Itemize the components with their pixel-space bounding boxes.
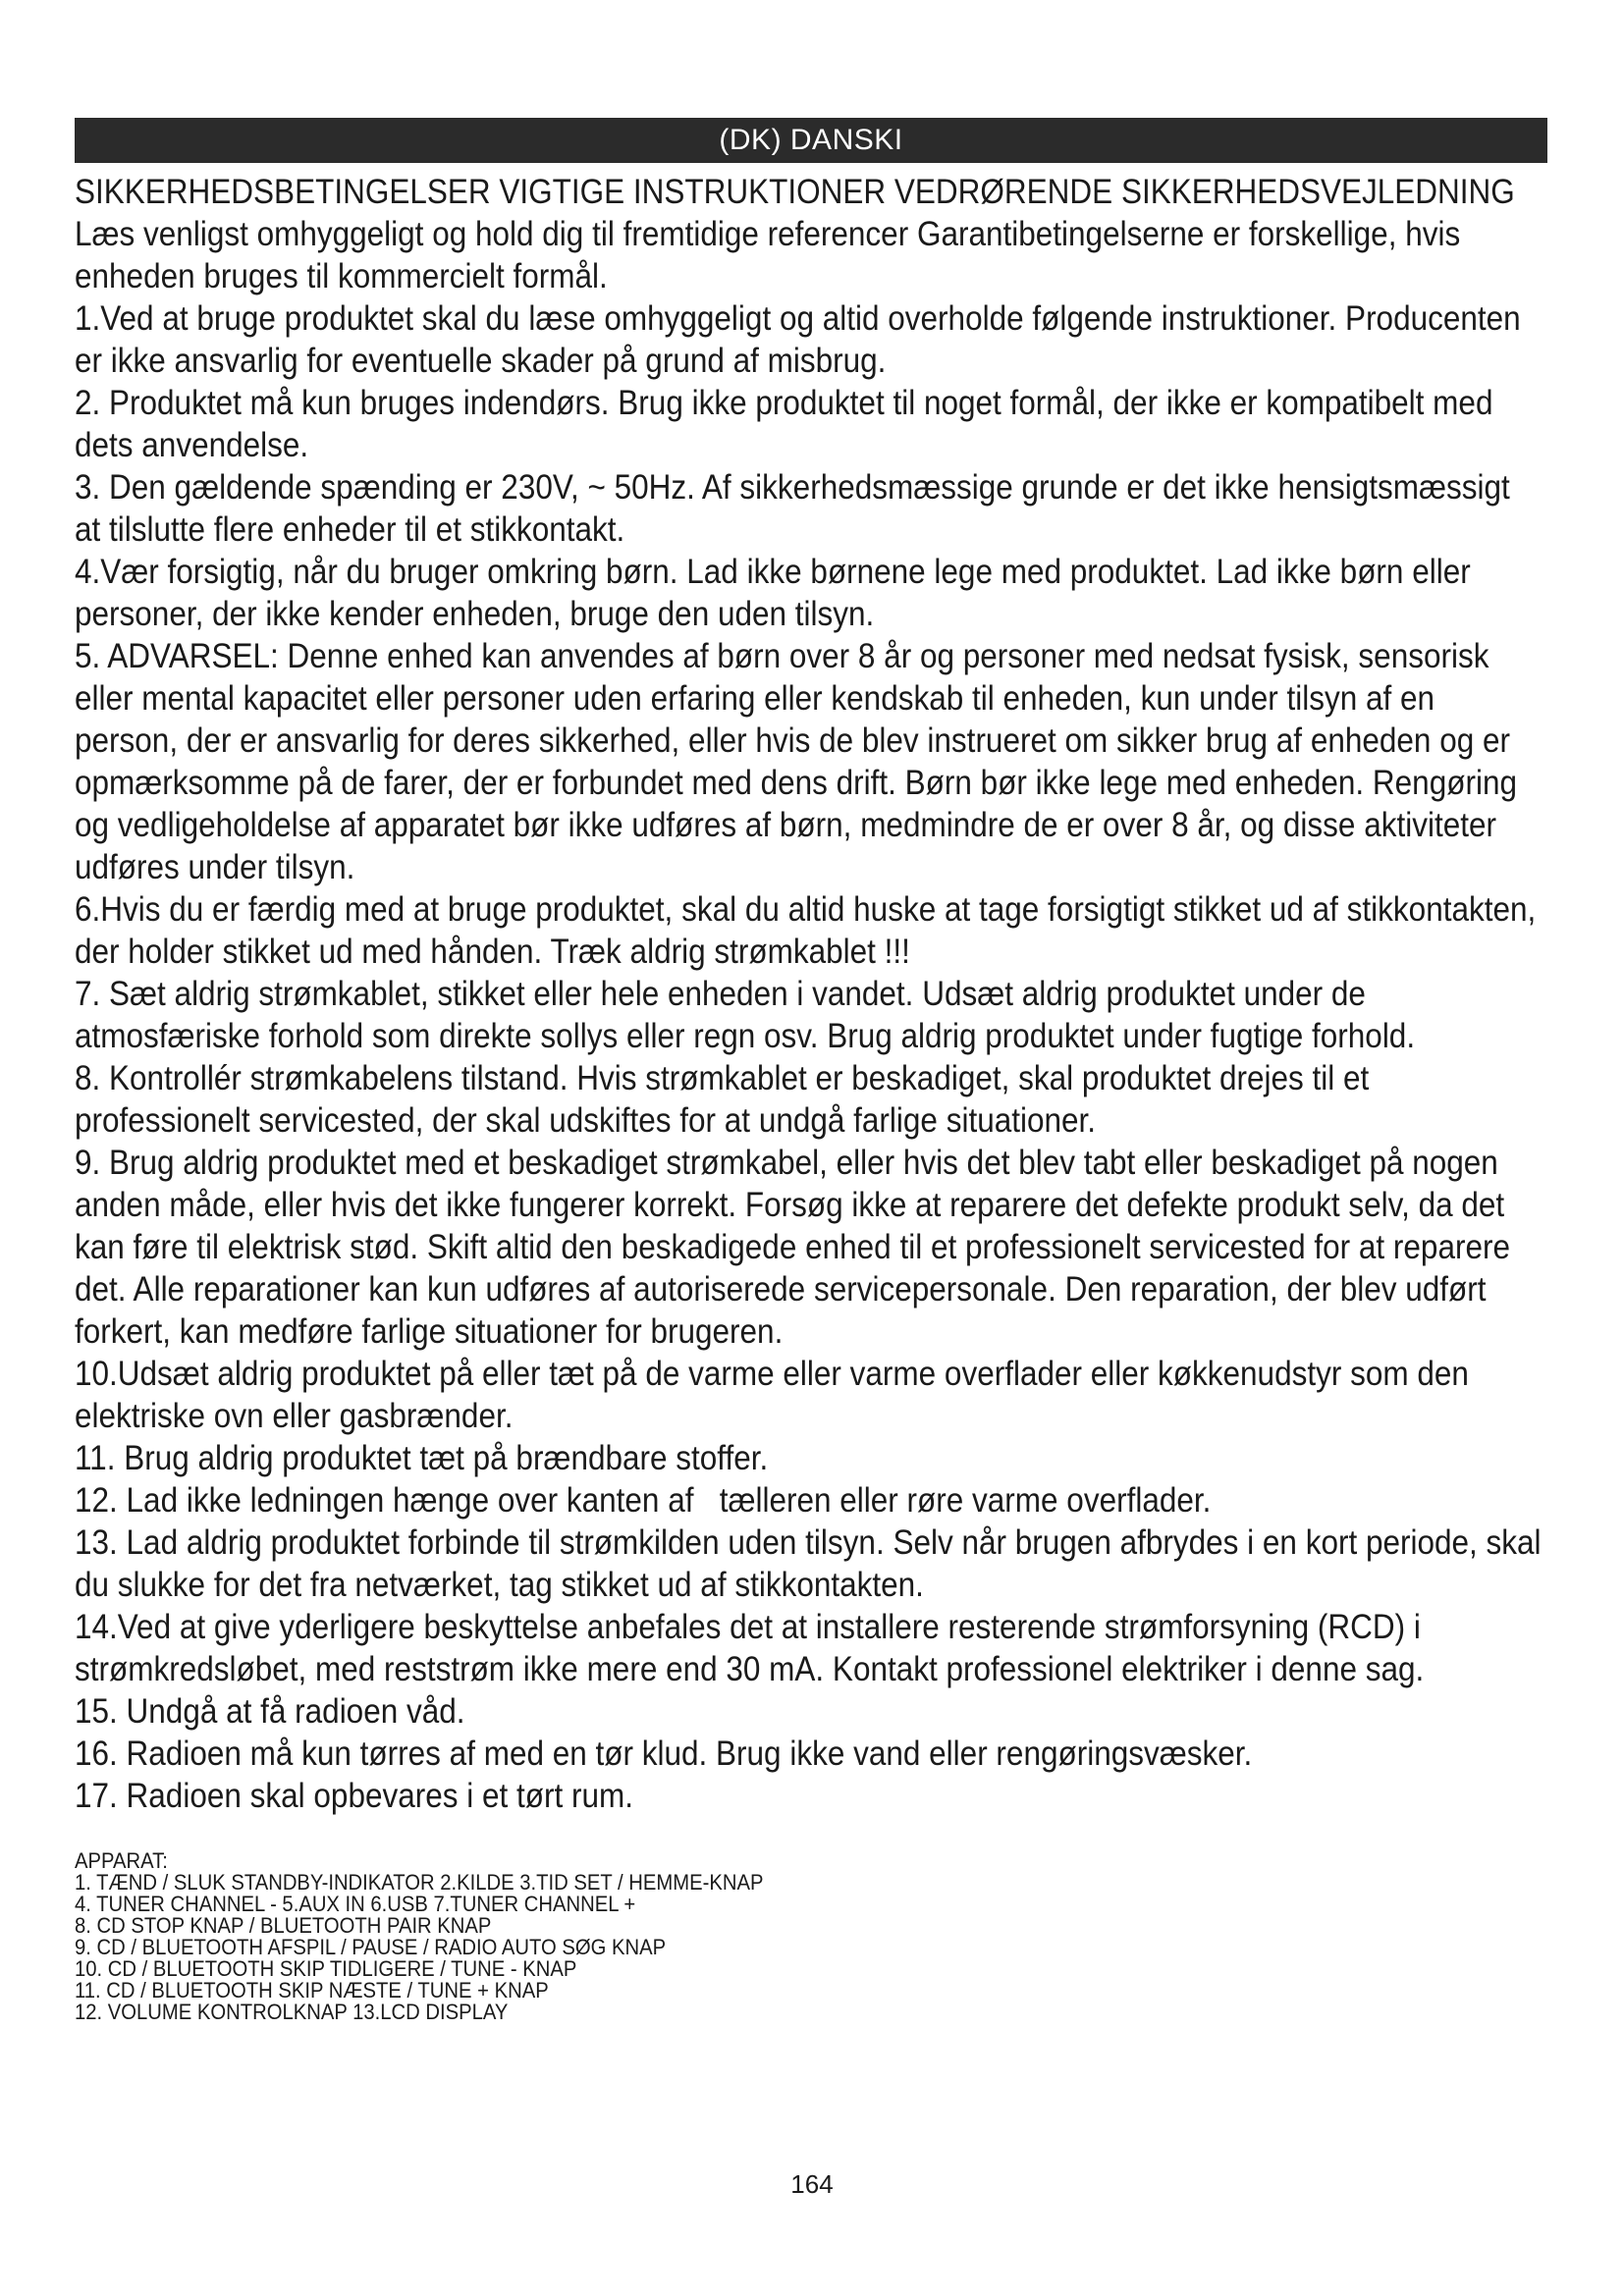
instruction-item-7: 7. Sæt aldrig strømkablet, stikket eller hele enheden i vandet. Udsæt aldrig produktet under de atmosfæriske forhold som direkte sollys eller regn osv. Brug aldrig produktet under fugtige forhold. bbox=[75, 975, 1416, 1055]
apparatus-line: 8. CD STOP KNAP / BLUETOOTH PAIR KNAP bbox=[75, 1913, 492, 1938]
instruction-item-15: 15. Undgå at få radioen våd. bbox=[75, 1692, 465, 1731]
instruction-item-6: 6.Hvis du er færdig med at bruge produktet, skal du altid huske at tage forsigtigt stikket ud af stikkontakten, der holder stikket ud med hånden. Træk aldrig strømkablet !!! bbox=[75, 890, 1537, 971]
apparatus-line: 10. CD / BLUETOOTH SKIP TIDLIGERE / TUNE - KNAP bbox=[75, 1956, 577, 1981]
intro-paragraph: SIKKERHEDSBETINGELSER VIGTIGE INSTRUKTIONER VEDRØRENDE SIKKERHEDSVEJLEDNING Læs venligst omhyggeligt og hold dig til fremtidige referencer Garantibetingelserne er forskellige, hvis enheden bruges til kommercielt formål. bbox=[75, 173, 1515, 295]
instruction-item-14: 14.Ved at give yderligere beskyttelse anbefales det at installere resterende strømforsyning (RCD) i strømkredsløbet, med reststrøm ikke mere end 30 mA. Kontakt professionel elektriker i denne sag. bbox=[75, 1608, 1425, 1688]
safety-instructions bbox=[75, 171, 1542, 1817]
apparatus-line: 12. VOLUME KONTROLKNAP 13.LCD DISPLAY bbox=[75, 2000, 509, 2024]
instruction-item-2: 2. Produktet må kun bruges indendørs. Brug ikke produktet til noget formål, der ikke er kompatibelt med dets anvendelse. bbox=[75, 384, 1493, 464]
page-number: 164 bbox=[790, 2169, 834, 2199]
instruction-item-9: 9. Brug aldrig produktet med et beskadiget strømkabel, eller hvis det blev tabt eller beskadiget på nogen anden måde, eller hvis det ikke fungerer korrekt. Forsøg ikke at reparere det defekte produkt selv, da det kan føre til elektrisk stød. Skift altid den beskadigede enhed til et professionelt servicested for at reparere det. Alle reparationer kan kun udføres af autoriserede servicepersonale. Den reparation, der blev udført forkert, kan medføre farlige situationer for brugeren. bbox=[75, 1144, 1510, 1351]
instruction-item-12: 12. Lad ikke ledningen hænge over kanten af tælleren eller røre varme overflader. bbox=[75, 1481, 1212, 1520]
apparatus-line: 4. TUNER CHANNEL - 5.AUX IN 6.USB 7.TUNER CHANNEL + bbox=[75, 1892, 636, 1916]
instruction-item-8: 8. Kontrollér strømkabelens tilstand. Hvis strømkablet er beskadiget, skal produktet drejes til et professionelt servicested, der skal udskiftes for at undgå farlige situationer. bbox=[75, 1059, 1370, 1140]
instruction-item-11: 11. Brug aldrig produktet tæt på brændbare stoffer. bbox=[75, 1439, 769, 1477]
instruction-item-1: 1.Ved at bruge produktet skal du læse omhyggeligt og altid overholde følgende instruktioner. Producenten er ikke ansvarlig for eventuelle skader på grund af misbrug. bbox=[75, 299, 1521, 380]
apparatus-line: 9. CD / BLUETOOTH AFSPIL / PAUSE / RADIO AUTO SØG KNAP bbox=[75, 1935, 667, 1959]
apparatus-parts-list bbox=[75, 1850, 1068, 2023]
instruction-item-17: 17. Radioen skal opbevares i et tørt rum. bbox=[75, 1777, 634, 1815]
instruction-item-16: 16. Radioen må kun tørres af med en tør klud. Brug ikke vand eller rengøringsvæsker. bbox=[75, 1735, 1253, 1773]
instruction-item-10: 10.Udsæt aldrig produktet på eller tæt på de varme eller varme overflader eller køkkenudstyr som den elektriske ovn eller gasbrænder. bbox=[75, 1355, 1469, 1435]
language-header-bar: (DK) DANSKI bbox=[75, 118, 1547, 163]
apparatus-title: APPARAT: bbox=[75, 1848, 168, 1873]
apparatus-line: 11. CD / BLUETOOTH SKIP NÆSTE / TUNE + KNAP bbox=[75, 1978, 549, 2002]
instruction-item-3: 3. Den gældende spænding er 230V, ~ 50Hz. Af sikkerhedsmæssige grunde er det ikke hensigtsmæssigt at tilslutte flere enheder til et stikkontakt. bbox=[75, 468, 1510, 549]
instruction-item-5: 5. ADVARSEL: Denne enhed kan anvendes af børn over 8 år og personer med nedsat fysisk, sensorisk eller mental kapacitet eller personer uden erfaring eller kendskab til enheden, kun under tilsyn af en person, der er ansvarlig for deres sikkerhed, eller hvis de blev instrueret om sikker brug af enheden og er opmærksomme på de farer, der er forbundet med dens drift. Børn bør ikke lege med enheden. Rengøring og vedligeholdelse af apparatet bør ikke udføres af børn, medmindre de er over 8 år, og disse aktiviteter udføres under tilsyn. bbox=[75, 637, 1517, 886]
apparatus-line: 1. TÆND / SLUK STANDBY-INDIKATOR 2.KILDE 3.TID SET / HEMME-KNAP bbox=[75, 1870, 764, 1895]
instruction-item-13: 13. Lad aldrig produktet forbinde til strømkilden uden tilsyn. Selv når brugen afbrydes i en kort periode, skal du slukke for det fra netværket, tag stikket ud af stikkontakten. bbox=[75, 1523, 1542, 1604]
instruction-item-4: 4.Vær forsigtig, når du bruger omkring børn. Lad ikke børnene lege med produktet. Lad ikke børn eller personer, der ikke kender enheden, bruge den uden tilsyn. bbox=[75, 553, 1471, 633]
